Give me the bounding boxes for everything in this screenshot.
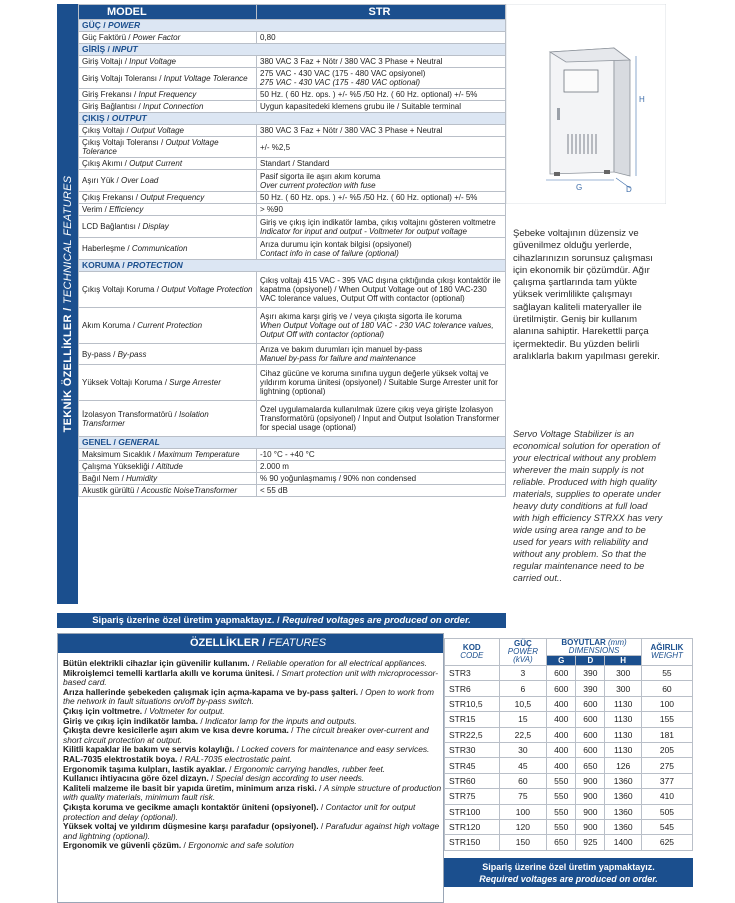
model-cell: 400 [547,712,576,727]
model-cell: 1130 [605,696,641,711]
table-row [445,742,693,757]
product-illustration [506,4,666,204]
spec-row [79,204,506,216]
feature-item: Kullanıcı ihtiyacına göre özel dizayn. / Special design according to user needs. [63,773,365,784]
table-row [445,758,693,773]
spec-value: Çıkış voltajı 415 VAC - 395 VAC dışına çıktığında çıkışı kontaktör ile kapatma (opsiyonel) / When Output Voltage out of 180 VAC-230 VAC tolerance values, Output Off with contactor (optional) [257,272,506,308]
side-label: TEKNİK ÖZELLİKLER / TECHNICAL FEATURES [61,175,74,433]
spec-row [79,461,506,473]
spec-row [79,216,506,238]
spec-label: LCD Bağlantısı / Display [79,216,257,238]
spec-label: Aşırı Yük / Over Load [79,170,257,192]
spec-value: Pasif sigorta ile aşırı akım koruma Over current protection with fuse [257,170,506,192]
spec-value: 50 Hz. ( 60 Hz. ops. ) +/- %5 /50 Hz. ( 60 Hz. optional) +/- 5% [257,192,506,204]
spec-value: 380 VAC 3 Faz + Nötr / 380 VAC 3 Phase + Neutral [257,125,506,137]
model-cell: 155 [641,712,692,727]
features-panel [57,633,444,903]
model-cell: 900 [576,789,605,804]
spec-value: Uygun kapasitedeki klemens grubu ile / Suitable terminal [257,101,506,113]
spec-value: +/- %2,5 [257,137,506,158]
model-cell: 1130 [605,742,641,757]
header-weight: AĞIRLIK WEIGHT [641,639,692,666]
spec-row [79,192,506,204]
spec-value: Aşırı akıma karşı giriş ve / veya çıkışta sigorta ile koruma When Output Voltage out of 180 VAC - 230 VAC tolerance values, Output Off with contactor (optional) [257,308,506,344]
model-cell: 100 [499,804,546,819]
model-cell: 600 [576,696,605,711]
model-cell: 390 [576,666,605,681]
model-cell: 10,5 [499,696,546,711]
spec-row [79,238,506,260]
model-cell: 1130 [605,727,641,742]
model-cell: 400 [547,727,576,742]
table-row [445,712,693,727]
model-cell: STR22,5 [445,727,500,742]
spec-row [79,365,506,401]
feature-item: Ergonomik taşıma kulpları, lastik ayaklar. / Ergonomic carrying handles, rubber feet. [63,763,386,774]
description-english: Servo Voltage Stabilizer is an economical solution for operation of your electrical without any problem wherever the main supply is not reliable. Produced with high quality materials, supplies to operate under heavy duty conditions at full load with high efficiency STRXX has very wide using area range and to be used for years with reliability and without any problem. So that the regular maintenance need to be carried out.. [513,429,663,583]
spec-label: Çıkış Akımı / Output Current [79,158,257,170]
model-cell: 1360 [605,773,641,788]
spec-value: Cihaz gücüne ve koruma sınıfına uygun değerle yüksek voltaj ve yıldırım koruma ünitesi (opsiyonel) / Suitable Surge Arrester unit for lightning (optional) [257,365,506,401]
feature-item: Yüksek voltaj ve yıldırım düşmesine karşı parafadur (opsiyonel). / Parafudur against high voltage and lightning (optional). [63,821,440,841]
spec-row [79,308,506,344]
model-cell: 205 [641,742,692,757]
header-g: G [547,656,576,666]
table-row [445,696,693,711]
model-cell: 75 [499,789,546,804]
model-cell: 100 [641,696,692,711]
order-note-tr: Sipariş üzerine özel üretim yapmaktayız. [92,615,275,626]
model-cell: 400 [547,742,576,757]
section-title-en: INPUT [112,44,138,54]
feature-item: Çıkış için voltmetre. / Voltmeter for output. [63,705,225,716]
feature-item: Çıkışta koruma ve gecikme amaçlı kontaktör üniteni (opsiyonel). / Contactor unit for output protection and delay (optional). [63,801,416,822]
spec-label: İzolasyon Transformatörü / Isolation Transformer [79,401,257,437]
spec-row [79,32,506,44]
spec-value: 275 VAC - 430 VAC (175 - 480 VAC opsiyonel) 275 VAC - 430 VAC (175 - 480 VAC optional) [257,68,506,89]
model-cell: 550 [547,804,576,819]
spec-value: % 90 yoğunlaşmamış / 90% non condensed [257,473,506,485]
header-h: H [605,656,641,666]
table-row [445,804,693,819]
model-cell: 600 [576,742,605,757]
spec-label: Bağıl Nem / Humidity [79,473,257,485]
model-cell: 650 [547,835,576,850]
spec-value: Standart / Standard [257,158,506,170]
model-cell: STR60 [445,773,500,788]
model-cell: 505 [641,804,692,819]
spec-label: Çıkış Voltajı / Output Voltage [79,125,257,137]
spec-row [79,56,506,68]
section-title-tr: GENEL [82,437,112,447]
spec-section-power: GÜÇ / POWER [79,20,506,32]
spec-section-output: ÇIKIŞ / OUTPUT [79,113,506,125]
model-cell: 1400 [605,835,641,850]
table-row [445,681,693,696]
spec-label: Yüksek Voltajı Koruma / Surge Arrester [79,365,257,401]
features-title-tr: ÖZELLİKLER [190,637,260,649]
header-power: GÜÇ POWER (kVA) [499,639,546,666]
table-row [445,727,693,742]
model-order-tr: Sipariş üzerine özel üretim yapmaktayız. [482,862,655,872]
model-cell: STR120 [445,819,500,834]
model-cell: 126 [605,758,641,773]
model-cell: 900 [576,819,605,834]
spec-value: Arıza ve bakım durumları için manuel by-pass Manuel by-pass for failure and maintenance [257,344,506,365]
spec-label: Güç Faktörü / Power Factor [79,32,257,44]
model-cell: 925 [576,835,605,850]
model-cell: 650 [576,758,605,773]
section-title-tr: ÇIKIŞ [82,113,105,123]
model-cell: 1360 [605,804,641,819]
table-row [445,773,693,788]
model-cell: 550 [547,773,576,788]
header-code: KOD CODE [445,639,500,666]
spec-label: Maksimum Sıcaklık / Maximum Temperature [79,449,257,461]
spec-row [79,125,506,137]
spec-label: By-pass / By-pass [79,344,257,365]
model-cell: 390 [576,681,605,696]
model-cell: STR75 [445,789,500,804]
spec-label: Çalışma Yüksekliği / Altitude [79,461,257,473]
spec-row [79,170,506,192]
spec-row [79,137,506,158]
model-cell: 550 [547,789,576,804]
model-cell: 600 [547,666,576,681]
spec-row [79,272,506,308]
spec-label: Çıkış Voltajı Koruma / Output Voltage Protection [79,272,257,308]
features-title-en: FEATURES [268,637,327,649]
features-list [63,659,443,851]
spec-value: Özel uygulamalarda kullanılmak üzere çıkış veya girişte İzolasyon Transformatörü (opsiyonel) / Input and Output Isolation Transformer for special usage (optional) [257,401,506,437]
feature-item: Kaliteli malzeme ile basit bir yapıda üretim, minimum arıza riski. / A simple structure of production with quality materials, minimum fault risk. [63,782,442,803]
spec-row [79,401,506,437]
model-cell: STR100 [445,804,500,819]
spec-row [79,449,506,461]
spec-label: Çıkış Frekansı / Output Frequency [79,192,257,204]
spec-label: Giriş Voltajı Toleransı / Input Voltage Tolerance [79,68,257,89]
model-cell: STR15 [445,712,500,727]
order-note-en: Required voltages are produced on order. [282,615,471,626]
model-cell: 60 [641,681,692,696]
header-dimensions: BOYUTLAR (mm) DIMENSIONS [547,639,642,656]
order-note-bar: Sipariş üzerine özel üretim yapmaktayız. / Required voltages are produced on order. [57,613,506,628]
model-cell: 900 [576,773,605,788]
side-label-en: TECHNICAL FEATURES [61,175,74,305]
dim-g-label: G [576,183,583,192]
model-cell: 900 [576,804,605,819]
model-cell: 120 [499,819,546,834]
spec-section-input: GİRİŞ / INPUT [79,44,506,56]
model-cell: 30 [499,742,546,757]
model-cell: 45 [499,758,546,773]
model-cell: 3 [499,666,546,681]
section-title-en: OUTPUT [111,113,147,123]
spec-label: Haberleşme / Communication [79,238,257,260]
model-cell: 1360 [605,819,641,834]
model-cell: 181 [641,727,692,742]
spec-section-protection: KORUMA / PROTECTION [79,260,506,272]
model-cell: 275 [641,758,692,773]
spec-value: Giriş ve çıkış için indikatör lamba, çıkış voltajını gösteren voltmetre Indicator for input and output - Voltmeter for output voltage [257,216,506,238]
model-cell: 60 [499,773,546,788]
spec-label: Verim / Efficiency [79,204,257,216]
spec-value: 2.000 m [257,461,506,473]
spec-value: Arıza durumu için kontak bilgisi (opsiyonel) Contact info in case of failure (optional) [257,238,506,260]
description-turkish: Şebeke voltajının düzensiz ve güvenilmez olduğu yerlerde, cihazlarınızın sorunsuz çalışması için ekonomik bir çözümdür. Ağır çalışma şartlarında tam yükte yüksek verimlilikte çalışmayı sağlayan kaliteli materyaller ile üretilmiştir. Geniş bir kullanım alanına sahiptir. Harekettli parça içermektedir. Bu yüzden belirli aralıklarla bakım yapılması gerekir. [513,228,660,362]
model-cell: STR10,5 [445,696,500,711]
model-cell: 377 [641,773,692,788]
feature-item: Ergonomik ve güvenli çözüm. / Ergonomic and safe solution [63,840,294,851]
model-cell: STR30 [445,742,500,757]
model-cell: 1360 [605,789,641,804]
spec-label: Akım Koruma / Current Protection [79,308,257,344]
dim-d-label: D [626,185,632,194]
spec-label: Akustik gürültü / Acoustic NoiseTransformer [79,485,257,497]
section-title-tr: GİRİŞ [82,44,106,54]
model-cell: STR150 [445,835,500,850]
spec-row [79,344,506,365]
feature-item: Giriş ve çıkış için indikatör lamba. / Indicator lamp for the inputs and outputs. [63,715,357,726]
model-cell: 550 [547,819,576,834]
model-cell: 22,5 [499,727,546,742]
spec-header-value: STR [257,5,506,20]
feature-item: Bütün elektrikli cihazlar için güvenilir kullanım. / Reliable operation for all electrical appliances. [63,658,428,668]
spec-value: > %90 [257,204,506,216]
model-order-note [444,858,693,887]
model-table [444,638,693,851]
table-row [445,835,693,850]
side-label-tr: TEKNİK ÖZELLİKLER [61,314,74,433]
model-cell: 300 [605,666,641,681]
model-order-en: Required voltages are produced on order. [479,874,658,884]
section-title-en: PROTECTION [127,260,183,270]
features-title: ÖZELLİKLER / FEATURES [58,634,443,653]
feature-item: Arıza hallerinde şebekeden çalışmak için açma-kapama ve by-pass şalteri. / Open to work from the network in fault situations on/off by-pass switch. [63,686,435,707]
model-cell: STR3 [445,666,500,681]
model-cell: 400 [547,758,576,773]
model-cell: 6 [499,681,546,696]
spec-row [79,89,506,101]
model-cell: 410 [641,789,692,804]
model-cell: 150 [499,835,546,850]
spec-label: Çıkış Voltajı Toleransı / Output Voltage Tolerance [79,137,257,158]
spec-label: Giriş Frekansı / Input Frequency [79,89,257,101]
model-cell: 400 [547,696,576,711]
spec-value: 0,80 [257,32,506,44]
model-cell: 545 [641,819,692,834]
spec-row [79,101,506,113]
model-cell: STR45 [445,758,500,773]
spec-header-row [79,5,506,20]
model-cell: 600 [547,681,576,696]
section-title-tr: GÜÇ [82,20,101,30]
model-cell: 1130 [605,712,641,727]
model-cell: 15 [499,712,546,727]
model-cell: 600 [576,727,605,742]
table-row [445,819,693,834]
spec-row [79,485,506,497]
feature-item: Çıkışta devre kesicilerle aşırı akım ve kısa devre koruma. / The circuit breaker over-current and short circuit protection at output. [63,725,429,745]
header-d: D [576,656,605,666]
spec-value: < 55 dB [257,485,506,497]
model-cell: 600 [576,712,605,727]
model-cell: 55 [641,666,692,681]
spec-label: Giriş Voltajı / Input Voltage [79,56,257,68]
model-cell: 300 [605,681,641,696]
spec-value: 380 VAC 3 Faz + Nötr / 380 VAC 3 Phase + Neutral [257,56,506,68]
table-row [445,666,693,681]
feature-item: Mikroişlemci temelli kartlarla akıllı ve koruma ünitesi. / Smart protection unit with microprocessor-based card. [63,667,439,688]
spec-header-model: MODEL [79,5,257,20]
section-title-en: POWER [107,20,141,30]
spec-label: Giriş Bağlantısı / Input Connection [79,101,257,113]
model-cell: STR6 [445,681,500,696]
spec-section-general: GENEL / GENERAL [79,437,506,449]
spec-value: -10 °C - +40 °C [257,449,506,461]
dim-h-label: H [639,95,645,104]
table-row [445,789,693,804]
spec-row [79,68,506,89]
section-title-tr: KORUMA [82,260,120,270]
model-cell: 625 [641,835,692,850]
spec-row [79,158,506,170]
spec-row [79,473,506,485]
spec-value: 50 Hz. ( 60 Hz. ops. ) +/- %5 /50 Hz. ( 60 Hz. optional) +/- 5% [257,89,506,101]
section-title-en: GENERAL [118,437,160,447]
feature-item: RAL-7035 elektrostatik boya. / RAL-7035 electrostatic paint. [63,753,293,764]
feature-item: Kilitli kapaklar ile bakım ve servis kolaylığı. / Locked covers for maintenance and easy services. [63,744,430,755]
technical-spec-table [78,4,506,497]
